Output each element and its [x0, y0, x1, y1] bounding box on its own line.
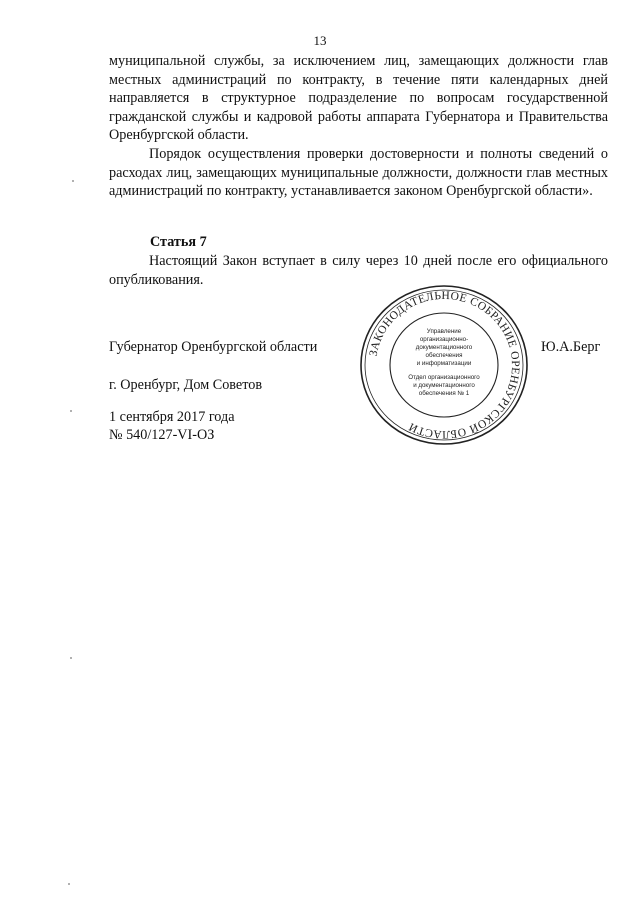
paragraph-verification-order: Порядок осуществления проверки достоверности и полноты сведений о расходах лиц, замещающих муниципальные должности, должности глав местных администраций по контракту, устанавливается законом Оренбургской области». [109, 146, 608, 199]
seal-line: обеспечения № 1 [418, 390, 470, 397]
signing-place: г. Оренбург, Дом Советов [109, 377, 263, 393]
signatory-name: Ю.А.Берг [541, 339, 601, 355]
law-number: № 540/127-VI-ОЗ [109, 427, 215, 443]
seal-outer-text: ЗАКОНОДАТЕЛЬНОЕ СОБРАНИЕ ОРЕНБУРГСКОЙ ОБЛАСТИ [367, 289, 522, 441]
scan-speck [72, 180, 74, 182]
scan-speck [70, 410, 72, 412]
signing-date: 1 сентября 2017 года [109, 409, 235, 425]
scan-speck [70, 657, 72, 659]
seal-line: обеспечения [425, 352, 463, 359]
official-seal [358, 283, 530, 447]
signatory-position: Губернатор Оренбургской области [109, 339, 318, 355]
seal-line: и документационного [413, 382, 475, 389]
page-number: 13 [313, 33, 327, 48]
seal-line: документационного [415, 344, 473, 351]
seal-line: Отдел организационного [408, 374, 480, 381]
paragraph-continued: муниципальной службы, за исключением лиц, замещающих должности глав местных администраций по контракту, в течение пяти календарных дней направляется в структурное подразделение по вопросам государственной гражданской службы и кадровой работы аппарата Губернатора и Правительства Оренбургской области. [109, 53, 608, 143]
seal-line: Управление [426, 328, 462, 335]
article-heading: Статья 7 [150, 234, 207, 250]
seal-line: организационно- [419, 336, 469, 343]
seal-line: и информатизации [416, 360, 472, 367]
article-text: Настоящий Закон вступает в силу через 10 дней после его официального опубликования. [109, 253, 608, 288]
scan-speck [68, 883, 70, 885]
